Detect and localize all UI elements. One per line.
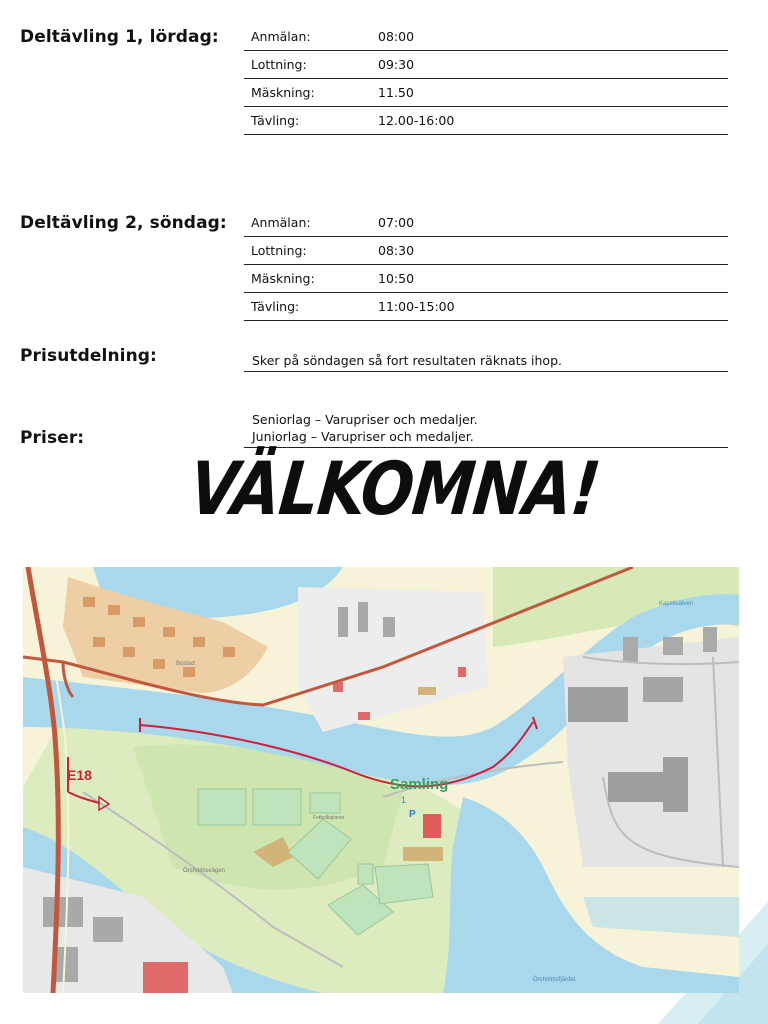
row-value: 10:50 xyxy=(378,271,415,286)
map-building xyxy=(568,687,628,722)
map-building xyxy=(423,814,441,838)
map-building xyxy=(143,962,188,993)
day2-heading: Deltävling 2, söndag: xyxy=(20,213,227,233)
map-house xyxy=(83,597,95,607)
schedule-row xyxy=(244,209,728,237)
row-label: Anmälan: xyxy=(251,215,311,230)
schedule-row xyxy=(244,79,728,107)
row-label: Lottning: xyxy=(251,57,307,72)
row-label: Mäskning: xyxy=(251,271,315,286)
row-label: Tävling: xyxy=(251,113,300,128)
map-building xyxy=(403,847,443,861)
row-label: Lottning: xyxy=(251,243,307,258)
row-value: 07:00 xyxy=(378,215,415,230)
map-house xyxy=(133,617,145,627)
map-building xyxy=(93,917,123,942)
schedule-row xyxy=(244,51,728,79)
day1-schedule xyxy=(244,23,728,135)
map-house xyxy=(223,647,235,657)
map-street-label: Örsholmsvägen xyxy=(183,868,226,874)
map-building xyxy=(43,897,83,927)
map-house xyxy=(153,659,165,669)
map-building xyxy=(418,687,436,695)
day2-schedule xyxy=(244,209,728,321)
map-meeting-number: 1 xyxy=(401,795,407,805)
map-building xyxy=(703,627,717,652)
row-value: 08:00 xyxy=(378,29,415,44)
row-value: 11.50 xyxy=(378,85,414,100)
map-building xyxy=(623,637,638,662)
prize-line: Juniorlag – Varupriser och medaljer. xyxy=(252,429,474,444)
map-sports-field xyxy=(253,789,301,825)
row-value: 11:00-15:00 xyxy=(378,299,455,314)
map-sports-field xyxy=(358,864,373,884)
map-building xyxy=(338,607,348,637)
map-sports-field xyxy=(375,864,433,904)
map-building xyxy=(383,617,395,637)
prize-ceremony-line: Sker på söndagen så fort resultaten räknats ihop. xyxy=(252,353,562,368)
prizes-heading: Priser: xyxy=(20,428,85,448)
map-building xyxy=(358,712,370,720)
map-house xyxy=(183,667,195,677)
schedule-row xyxy=(244,265,728,293)
row-label: Anmälan: xyxy=(251,29,311,44)
map-sports-field xyxy=(310,793,340,813)
prizes-list xyxy=(244,411,728,448)
schedule-row xyxy=(244,107,728,135)
map-area-label: Bostad xyxy=(176,661,195,667)
map-industrial-area xyxy=(563,637,739,867)
row-label: Tävling: xyxy=(251,299,300,314)
event-map xyxy=(23,567,739,993)
prize-ceremony-heading: Prisutdelning: xyxy=(20,346,157,366)
map-house xyxy=(163,627,175,637)
map-meeting-label: Samling xyxy=(390,776,449,793)
map-building xyxy=(643,677,683,702)
row-label: Mäskning: xyxy=(251,85,315,100)
row-value: 12.00-16:00 xyxy=(378,113,455,128)
schedule-row xyxy=(244,293,728,321)
row-value: 08:30 xyxy=(378,243,415,258)
map-parking-label: P xyxy=(409,809,416,820)
row-value: 09:30 xyxy=(378,57,415,72)
map-building xyxy=(458,667,466,677)
map-road-label: E18 xyxy=(67,767,92,783)
welcome-heading: VÄLKOMNA! xyxy=(185,445,604,532)
map-house xyxy=(108,605,120,615)
map-house xyxy=(93,637,105,647)
map-house xyxy=(123,647,135,657)
prize-line: Seniorlag – Varupriser och medaljer. xyxy=(252,412,478,427)
map-bay-label: Örsholmsfjärdet xyxy=(533,977,576,983)
map-building xyxy=(663,637,683,655)
map-sports-field xyxy=(198,789,246,825)
map-building xyxy=(358,602,368,632)
map-field-label: Fotbollsplaner xyxy=(313,815,345,821)
map-river-label: Kapellsälven xyxy=(659,601,694,607)
prize-ceremony-text xyxy=(244,352,728,372)
day1-heading: Deltävling 1, lördag: xyxy=(20,27,219,47)
schedule-row xyxy=(244,237,728,265)
schedule-row xyxy=(244,23,728,51)
map-building xyxy=(663,757,688,812)
map-house xyxy=(193,637,205,647)
